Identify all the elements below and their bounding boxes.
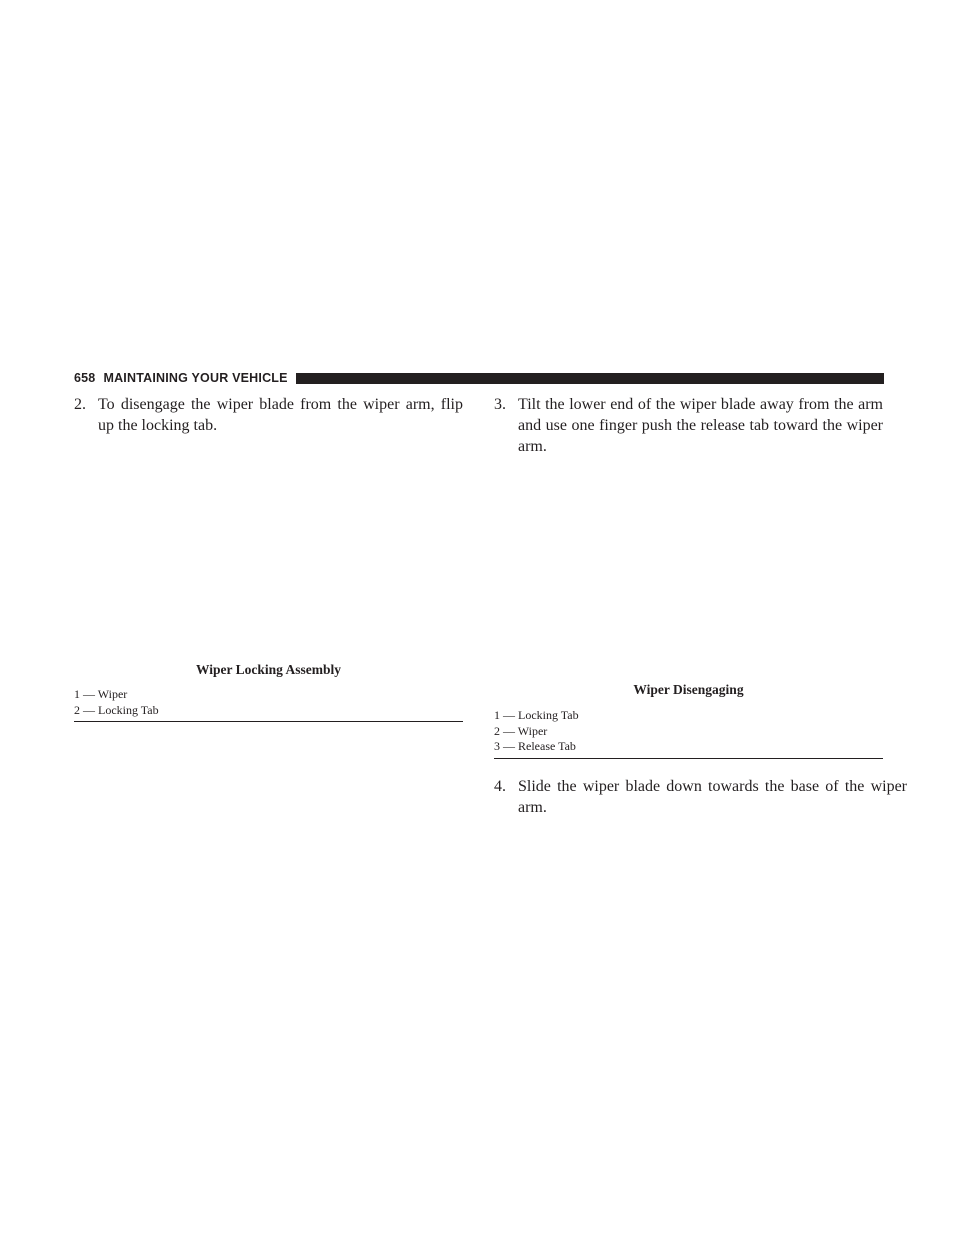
step-number: 2. <box>74 396 86 413</box>
step-4 <box>494 776 907 818</box>
page-header <box>74 370 884 386</box>
step-text: Tilt the lower end of the wiper blade away from the arm and use one finger push the release tab toward the wiper arm. <box>518 396 883 455</box>
figure-legend <box>494 708 883 755</box>
right-column <box>494 394 907 834</box>
step-text: To disengage the wiper blade from the wiper arm, flip up the locking tab. <box>98 396 463 434</box>
page-number: 658 <box>74 371 96 385</box>
figure-caption: Wiper Locking Assembly <box>195 662 342 677</box>
figure-wiper-locking-assembly <box>74 662 463 722</box>
header-rule <box>296 373 884 384</box>
legend-rule <box>494 758 883 759</box>
step-number: 3. <box>494 396 506 413</box>
step-number: 4. <box>494 778 506 795</box>
legend-item: 2 — Locking Tab <box>74 702 159 717</box>
left-column <box>74 394 463 734</box>
step-2 <box>74 394 463 436</box>
legend-item: 3 — Release Tab <box>494 739 576 753</box>
legend-item: 1 — Locking Tab <box>494 708 579 722</box>
section-title: MAINTAINING YOUR VEHICLE <box>103 371 288 385</box>
step-3 <box>494 394 883 457</box>
figure-caption: Wiper Disengaging <box>633 682 744 697</box>
legend-item: 2 — Wiper <box>494 723 548 738</box>
figure-legend <box>74 687 463 718</box>
legend-rule <box>74 721 463 722</box>
step-text: Slide the wiper blade down towards the base of the wiper arm. <box>518 778 907 816</box>
figure-wiper-disengaging <box>494 682 883 759</box>
legend-item: 1 — Wiper <box>74 687 128 701</box>
